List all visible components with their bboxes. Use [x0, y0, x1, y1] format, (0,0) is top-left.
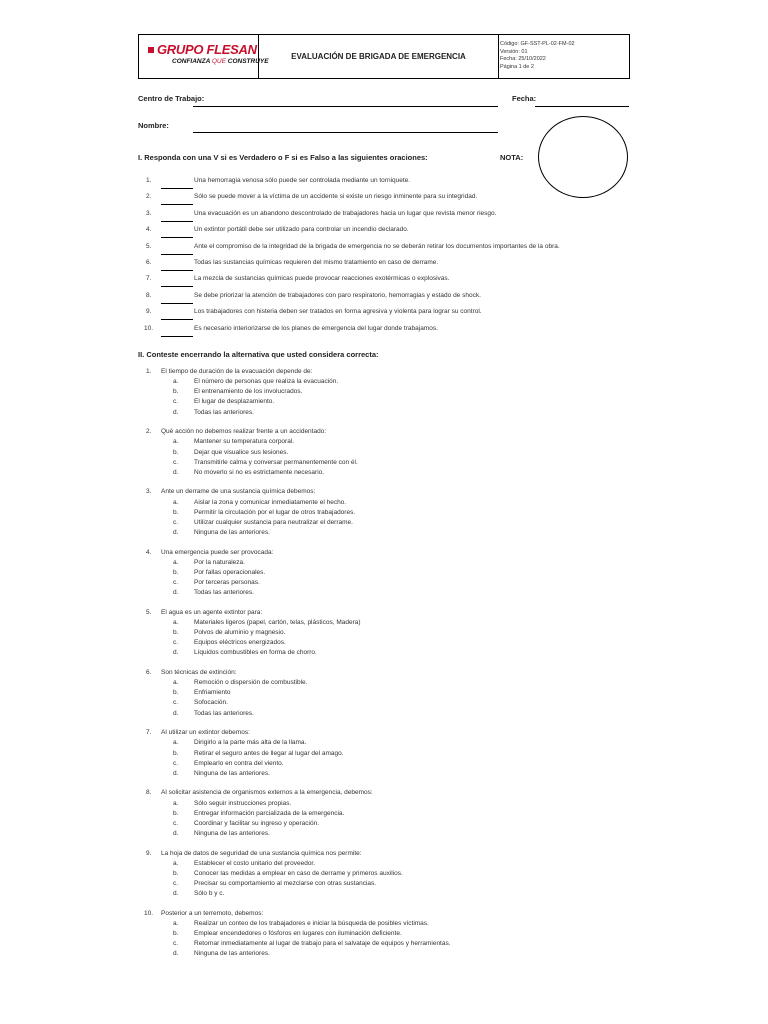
mc-option-text[interactable]: El lugar de desplazamiento. — [194, 398, 275, 406]
mc-option-letter[interactable]: d. — [173, 649, 179, 657]
mc-question-text: El agua es un agente extintor para: — [161, 608, 263, 616]
header-divider — [498, 35, 499, 78]
mc-option-text[interactable]: Aislar la zona y comunicar inmediatamente el hecho. — [194, 498, 347, 506]
tf-item-text: Sólo se puede mover a la víctima de un accidente si existe un riesgo inminente para su integridad. — [194, 193, 478, 201]
mc-question-text: La hoja de datos de seguridad de una sustancia química nos permite: — [161, 849, 362, 857]
mc-option-text[interactable]: Sólo seguir instrucciones propias. — [194, 799, 292, 807]
mc-option-letter[interactable]: b. — [173, 689, 179, 697]
tf-answer-blank[interactable] — [161, 286, 193, 287]
mc-option-letter[interactable]: a. — [173, 498, 179, 506]
section2-title: II. Conteste encerrando la alternativa que usted considera correcta: — [138, 350, 379, 359]
mc-option-letter[interactable]: c. — [173, 518, 179, 526]
tf-item-text: Se debe priorizar la atención de trabajadores con paro respiratorio, hemorragias y estado de shock. — [194, 291, 481, 299]
mc-option-text[interactable]: Todas las anteriores. — [194, 589, 254, 597]
mc-option-letter[interactable]: a. — [173, 799, 179, 807]
mc-question-text: Ante un derrame de una sustancia química debemos: — [161, 488, 316, 496]
mc-option-letter[interactable]: a. — [173, 859, 179, 867]
mc-option-letter[interactable]: d. — [173, 589, 179, 597]
mc-option-text[interactable]: Establecer el costo unitario del proveedor. — [194, 859, 316, 867]
mc-question-text: Qué acción no debemos realizar frente a un accidentado: — [161, 428, 327, 436]
tf-item-text: Todas las sustancias químicas requieren del mismo tratamiento en caso de derrame. — [194, 259, 439, 266]
mc-option-text[interactable]: Polvos de aluminio y magnesio. — [194, 629, 286, 637]
mc-question-number: 7. — [146, 729, 152, 737]
fecha-label: Fecha: — [512, 94, 537, 103]
mc-option-text[interactable]: Ninguna de las anteriores. — [194, 829, 270, 837]
mc-question-number: 4. — [146, 548, 152, 556]
mc-option-letter[interactable]: b. — [173, 629, 179, 637]
mc-option-letter[interactable]: a. — [173, 739, 179, 747]
mc-option-text[interactable]: Precisar su comportamiento al mezclarse con otras sustancias. — [194, 880, 377, 887]
mc-option-text[interactable]: Materiales ligeros (papel, cartón, telas, plásticos, Madera) — [194, 619, 361, 626]
mc-option-letter[interactable]: c. — [173, 819, 179, 827]
mc-option-letter[interactable]: d. — [173, 408, 179, 416]
tf-answer-blank[interactable] — [161, 319, 193, 320]
nota-label: NOTA: — [500, 153, 524, 162]
mc-option-text[interactable]: Emplearlo en contra del viento. — [194, 759, 284, 767]
mc-question-text: Son técnicas de extinción: — [161, 669, 237, 676]
tf-item-number: 6. — [146, 259, 152, 266]
tf-answer-blank[interactable] — [161, 303, 193, 304]
mc-question-text: Posterior a un terremoto, debemos: — [161, 909, 264, 917]
mc-question-number: 2. — [146, 428, 152, 436]
tf-item-text: Ante el compromiso de la integridad de la brigada de emergencia no se deberán retirar los documentos importantes de la obra. — [194, 242, 560, 250]
mc-question-number: 6. — [146, 669, 152, 676]
mc-option-letter[interactable]: d. — [173, 829, 179, 837]
tf-item-number: 3. — [146, 209, 152, 217]
mc-option-letter[interactable]: c. — [173, 880, 179, 887]
mc-question-number: 5. — [146, 608, 152, 616]
mc-option-letter[interactable]: b. — [173, 388, 179, 396]
mc-option-text[interactable]: Dirigirlo a la parte más alta de la llama. — [194, 739, 307, 747]
mc-option-letter[interactable]: b. — [173, 448, 179, 456]
centro-field[interactable] — [193, 106, 498, 107]
meta-codigo: Código: GF-SST-PL-02-FM-02 — [500, 41, 575, 47]
mc-option-letter[interactable]: a. — [173, 558, 179, 566]
mc-option-text[interactable]: Líquidos combustibles en forma de chorro. — [194, 649, 317, 657]
tf-item-number: 5. — [146, 242, 152, 250]
mc-option-text[interactable]: Equipos eléctricos energizados. — [194, 639, 286, 647]
mc-option-letter[interactable]: d. — [173, 769, 179, 777]
logo-cell — [139, 35, 269, 78]
mc-option-text[interactable]: El número de personas que realiza la evacuación. — [194, 378, 339, 386]
mc-option-text[interactable]: Coordinar y facilitar su ingreso y operación. — [194, 819, 320, 827]
mc-option-text[interactable]: Transmitirle calma y conversar permanentemente con él. — [194, 458, 358, 466]
grade-circle — [538, 116, 628, 198]
mc-option-text[interactable]: Por terceras personas. — [194, 579, 260, 586]
mc-option-text[interactable]: Por fallas operacionales. — [194, 568, 266, 576]
tf-item-number: 10. — [144, 324, 154, 332]
tf-answer-blank[interactable] — [161, 221, 193, 222]
mc-option-text[interactable]: Permitir la circulación por el lugar de otros trabajadores. — [194, 508, 356, 516]
fecha-field[interactable] — [535, 106, 629, 107]
logo-name: GRUPO FLESAN — [157, 42, 257, 57]
mc-option-letter[interactable]: a. — [173, 679, 179, 687]
mc-option-text[interactable]: Entregar información parcializada de la emergencia. — [194, 809, 345, 817]
tf-item-text: Los trabajadores con histeria deben ser tratados en forma agresiva y violenta para lograr su control. — [194, 308, 482, 316]
mc-option-text[interactable]: Ninguna de las anteriores. — [194, 950, 270, 958]
mc-option-letter[interactable]: c. — [173, 759, 179, 767]
tf-answer-blank[interactable] — [161, 204, 193, 205]
mc-option-letter[interactable]: b. — [173, 809, 179, 817]
tf-item-number: 7. — [146, 275, 152, 283]
tf-item-number: 1. — [146, 177, 152, 184]
mc-option-letter[interactable]: c. — [173, 579, 179, 586]
mc-option-text[interactable]: Enfriamiento — [194, 689, 231, 697]
mc-option-letter[interactable]: a. — [173, 378, 179, 386]
mc-option-text[interactable]: Retirar el seguro antes de llegar al lugar del amago. — [194, 749, 344, 757]
document-title: EVALUACIÓN DE BRIGADA DE EMERGENCIA — [291, 52, 466, 61]
mc-option-letter[interactable]: d. — [173, 468, 179, 476]
tf-answer-blank[interactable] — [161, 237, 193, 238]
mc-option-letter[interactable]: c. — [173, 699, 179, 707]
mc-option-text[interactable]: Mantener su temperatura corporal. — [194, 438, 295, 446]
mc-option-text[interactable]: Por la naturaleza. — [194, 558, 245, 566]
tf-item-number: 4. — [146, 226, 152, 234]
mc-question-number: 8. — [146, 789, 152, 797]
logo-tagline: CONFIANZA QUE CONSTRUYE — [172, 58, 269, 65]
mc-question-text: Al utilizar un extintor debemos: — [161, 729, 250, 737]
mc-option-letter[interactable]: c. — [173, 639, 179, 647]
mc-option-text[interactable]: Sofocación. — [194, 699, 228, 707]
mc-option-text[interactable]: Conocer las medidas a emplear en caso de derrame y primeros auxilios. — [194, 869, 403, 877]
nombre-field[interactable] — [193, 132, 498, 133]
meta-fecha: Fecha: 25/10/2022 — [500, 56, 546, 62]
logo-square-icon — [148, 47, 154, 53]
mc-option-letter[interactable]: c. — [173, 398, 179, 406]
tf-item-number: 2. — [146, 193, 152, 201]
mc-option-letter[interactable]: a. — [173, 438, 179, 446]
tf-item-text: Una hemorragia venosa sólo puede ser controlada mediante un torniquete. — [194, 177, 411, 184]
mc-question-number: 1. — [146, 368, 152, 375]
mc-option-text[interactable]: Todas las anteriores. — [194, 408, 254, 416]
tf-answer-blank[interactable] — [161, 270, 193, 271]
mc-option-text[interactable]: El entrenamiento de los involucrados. — [194, 388, 303, 396]
mc-option-text[interactable]: Ninguna de las anteriores. — [194, 528, 270, 536]
section1-title: I. Responda con una V si es Verdadero o F si es Falso a las siguientes oraciones: — [138, 153, 428, 162]
mc-option-text[interactable]: Retornar inmediatamente al lugar de trabajo para el salvataje de equipos y herramientas. — [194, 940, 451, 948]
mc-question-text: El tiempo de duración de la evacuación depende de: — [161, 368, 313, 375]
mc-option-letter[interactable]: c. — [173, 458, 179, 466]
meta-pagina: Página 1 de 2 — [500, 63, 534, 70]
mc-option-letter[interactable]: d. — [173, 709, 179, 717]
tf-item-number: 8. — [146, 291, 152, 299]
mc-question-number: 9. — [146, 849, 152, 857]
mc-option-text[interactable]: Sólo b y c. — [194, 890, 225, 898]
mc-option-letter[interactable]: d. — [173, 890, 179, 898]
mc-option-letter[interactable]: c. — [173, 940, 179, 948]
mc-option-text[interactable]: No moverlo si no es estrictamente necesario. — [194, 468, 325, 476]
mc-option-letter[interactable]: b. — [173, 930, 179, 938]
mc-option-letter[interactable]: a. — [173, 920, 179, 927]
mc-option-text[interactable]: Ninguna de las anteriores. — [194, 769, 270, 777]
tf-item-text: La mezcla de sustancias químicas puede provocar reacciones exotérmicas o explosivas. — [194, 275, 450, 283]
mc-option-letter[interactable]: b. — [173, 869, 179, 877]
mc-option-text[interactable]: Utilizar cualquier sustancia para neutralizar el derrame. — [194, 518, 353, 526]
mc-question-text: Una emergencia puede ser provocada: — [161, 548, 274, 556]
mc-question-number: 3. — [146, 488, 152, 496]
mc-option-text[interactable]: Remoción o dispersión de combustible. — [194, 679, 308, 687]
mc-option-letter[interactable]: d. — [173, 528, 179, 536]
mc-option-letter[interactable]: a. — [173, 619, 179, 626]
document-header — [138, 34, 630, 79]
mc-option-text[interactable]: Todas las anteriores. — [194, 709, 254, 717]
tf-answer-blank[interactable] — [161, 336, 193, 337]
tf-answer-blank[interactable] — [161, 254, 193, 255]
mc-option-letter[interactable]: b. — [173, 568, 179, 576]
tf-item-text: Un extintor portátil debe ser utilizado para controlar un incendio declarado. — [194, 226, 409, 234]
mc-question-number: 10. — [144, 909, 154, 917]
nombre-label: Nombre: — [138, 121, 169, 130]
tf-answer-blank[interactable] — [161, 188, 193, 189]
meta-version: Versión: 01 — [500, 48, 528, 55]
mc-option-letter[interactable]: b. — [173, 508, 179, 516]
centro-label: Centro de Trabajo: — [138, 94, 205, 103]
mc-option-text[interactable]: Dejar que visualice sus lesiones. — [194, 448, 289, 456]
mc-option-letter[interactable]: b. — [173, 749, 179, 757]
document-meta — [500, 41, 575, 71]
mc-option-text[interactable]: Emplear encendedores o fósforos en lugares con iluminación deficiente. — [194, 930, 402, 938]
mc-option-text[interactable]: Realizar un conteo de los trabajadores e iniciar la búsqueda de posibles víctimas. — [194, 920, 429, 927]
tf-item-number: 9. — [146, 308, 152, 316]
tf-item-text: Una evacuación es un abandono descontrolado de trabajadores hacia un lugar que revista menor riesgo. — [194, 209, 497, 217]
tf-item-text: Es necesario interiorizarse de los planes de emergencia del lugar donde trabajamos. — [194, 324, 438, 332]
mc-option-letter[interactable]: d. — [173, 950, 179, 958]
mc-question-text: Al solicitar asistencia de organismos externos a la emergencia, debemos: — [161, 789, 373, 797]
